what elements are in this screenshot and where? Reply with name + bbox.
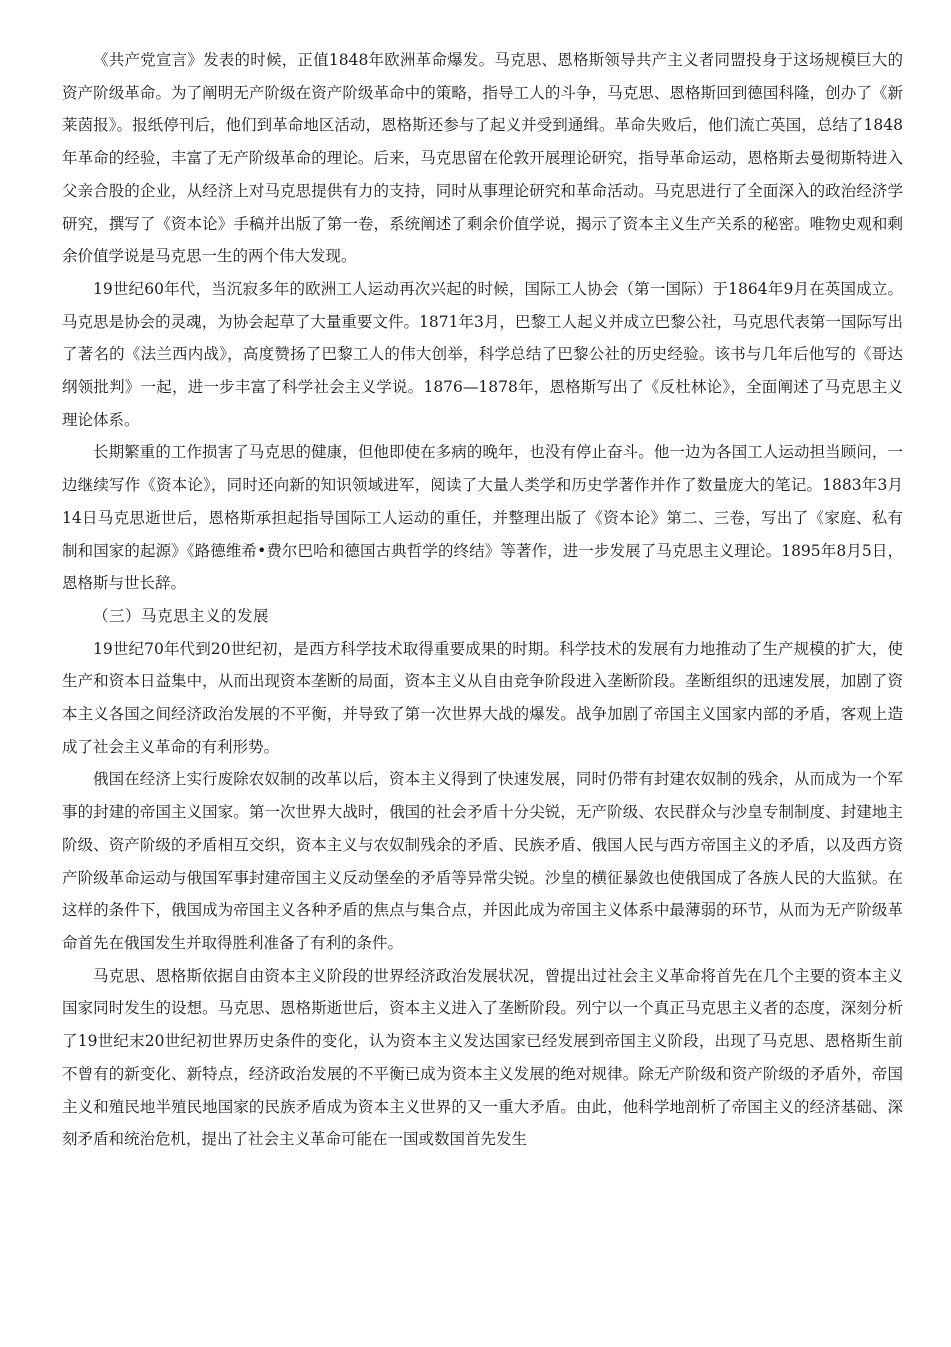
paragraph-lenin-theory: 马克思、恩格斯依据自由资本主义阶段的世界经济政治发展状况，曾提出过社会主义革命将首先在几个主要的资本主义国家同时发生的设想。马克思、恩格斯逝世后，资本主义进入了垄断阶段。列宁以一个真正马克思主义者的态度，深刻分析了19世纪末20世纪初世界历史条件的变化，认为资本主义发达国家已经发展到帝国主义阶段，出现了马克思、恩格斯生前不曾有的新变化、新特点，经济政治发展的不平衡已成为资本主义发展的绝对规律。除无产阶级和资产阶级的矛盾外，帝国主义和殖民地半殖民地国家的民族矛盾成为资本主义世界的又一重大矛盾。由此，他科学地剖析了帝国主义的经济基础、深刻矛盾和统治危机，提出了社会主义革命可能在一国或数国首先发生 — [62, 966, 903, 1149]
document-page — [62, 44, 903, 1156]
section-heading: （三）马克思主义的发展 — [93, 606, 270, 625]
paragraph-monopoly-stage: 19世纪70年代到20世纪初，是西方科学技术取得重要成果的时期。科学技术的发展有力地推动了生产规模的扩大，使生产和资本日益集中，从而出现资本垄断的局面，资本主义从自由竞争阶段进入垄断阶段。垄断组织的迅速发展，加剧了资本主义各国之间经济政治发展的不平衡，并导致了第一次世界大战的爆发。战争加剧了帝国主义国家内部的矛盾，客观上造成了社会主义革命的有利形势。 — [62, 639, 903, 756]
paragraph-first-international: 19世纪60年代，当沉寂多年的欧洲工人运动再次兴起的时候，国际工人协会（第一国际）于1864年9月在英国成立。马克思是协会的灵魂，为协会起草了大量重要文件。1871年3月，巴黎工人起义并成立巴黎公社，马克思代表第一国际写出了著名的《法兰西内战》，高度赞扬了巴黎工人的伟大创举，科学总结了巴黎公社的历史经验。该书与几年后他写的《哥达纲领批判》一起，进一步丰富了科学社会主义学说。1876—1878年，恩格斯写出了《反杜林论》，全面阐述了马克思主义理论体系。 — [62, 279, 903, 429]
paragraph-manifesto-1848: 《共产党宣言》发表的时候，正值1848年欧洲革命爆发。马克思、恩格斯领导共产主义者同盟投身于这场规模巨大的资产阶级革命。为了阐明无产阶级在资产阶级革命中的策略，指导工人的斗争，马克思、恩格斯回到德国科隆，创办了《新莱茵报》。报纸停刊后，他们到革命地区活动，恩格斯还参与了起义并受到通缉。革命失败后，他们流亡英国，总结了1848年革命的经验，丰富了无产阶级革命的理论。后来，马克思留在伦敦开展理论研究，指导革命运动，恩格斯去曼彻斯特进入父亲合股的企业，从经济上对马克思提供有力的支持，同时从事理论研究和革命活动。马克思进行了全面深入的政治经济学研究，撰写了《资本论》手稿并出版了第一卷，系统阐述了剩余价值学说，揭示了资本主义生产关系的秘密。唯物史观和剩余价值学说是马克思一生的两个伟大发现。 — [62, 51, 903, 266]
paragraph-russia-conditions: 俄国在经济上实行废除农奴制的改革以后，资本主义得到了快速发展，同时仍带有封建农奴制的残余，从而成为一个军事的封建的帝国主义国家。第一次世界大战时，俄国的社会矛盾十分尖锐，无产阶级、农民群众与沙皇专制制度、封建地主阶级、资产阶级的矛盾相互交织，资本主义与农奴制残余的矛盾、民族矛盾、俄国人民与西方帝国主义的矛盾，以及西方资产阶级革命运动与俄国军事封建帝国主义反动堡垒的矛盾等异常尖锐。沙皇的横征暴敛也使俄国成了各族人民的大监狱。在这样的条件下，俄国成为帝国主义各种矛盾的焦点与集合点，并因此成为帝国主义体系中最薄弱的环节，从而为无产阶级革命首先在俄国发生并取得胜利准备了有利的条件。 — [62, 770, 903, 952]
paragraph-later-years: 长期繁重的工作损害了马克思的健康，但他即使在多病的晚年，也没有停止奋斗。他一边为各国工人运动担当顾问，一边继续写作《资本论》，同时还向新的知识领域进军，阅读了大量人类学和历史学著作并作了数量庞大的笔记。1883年3月14日马克思逝世后，恩格斯承担起指导国际工人运动的重任，并整理出版了《资本论》第二、三卷，写出了《家庭、私有制和国家的起源》《路德维希•费尔巴哈和德国古典哲学的终结》等著作，进一步发展了马克思主义理论。1895年8月5日，恩格斯与世长辞。 — [62, 443, 903, 593]
